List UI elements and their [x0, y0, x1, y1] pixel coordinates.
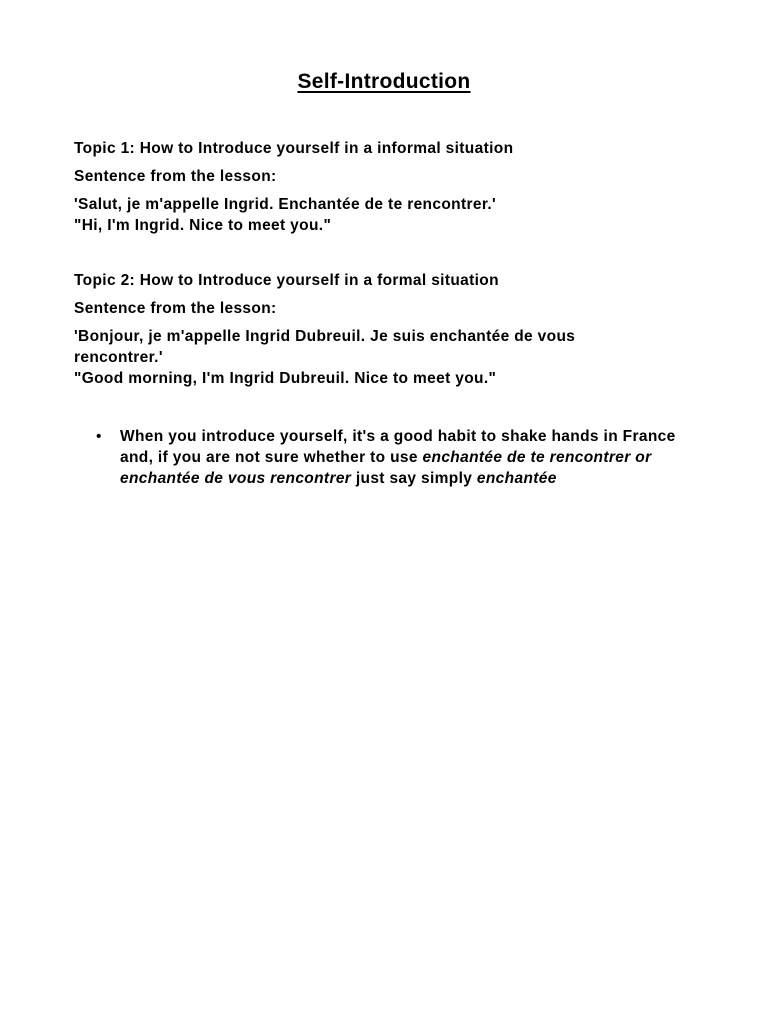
topic1-example	[74, 194, 694, 236]
topic1-sentence-label: Sentence from the lesson:	[74, 168, 277, 185]
topic1-french-sentence: 'Salut, je m'appelle Ingrid. Enchantée de te rencontrer.'	[74, 196, 497, 213]
topic1-heading: Topic 1: How to Introduce yourself in a informal situation	[74, 140, 514, 157]
topic1-english-sentence: "Hi, I'm Ingrid. Nice to meet you."	[74, 217, 332, 234]
tip-text-part1: When you introduce yourself, it's a good habit to shake hands in France and, if you are not sure whether to use	[120, 428, 676, 466]
topic2-english-sentence: "Good morning, I'm Ingrid Dubreuil. Nice to meet you."	[74, 370, 497, 387]
topic2-sentence-label: Sentence from the lesson:	[74, 300, 277, 317]
tip-italic-enchantee: enchantée	[476, 470, 557, 487]
tip-bullet-item	[96, 426, 696, 489]
topic2-french-line1: 'Bonjour, je m'appelle Ingrid Dubreuil. Je suis enchantée de vous	[74, 328, 576, 345]
bullet-icon: •	[96, 428, 102, 445]
tip-text	[120, 426, 696, 489]
tip-text-part2: just say simply	[351, 470, 477, 487]
topic2-french-line2: rencontrer.'	[74, 349, 163, 366]
topic2-example	[74, 326, 694, 389]
topic2-heading: Topic 2: How to Introduce yourself in a formal situation	[74, 272, 499, 289]
tip-italic-phrases: enchantée de te rencontrer or enchantée de vous rencontrer	[120, 449, 652, 487]
document-title: Self-Introduction	[297, 70, 471, 93]
